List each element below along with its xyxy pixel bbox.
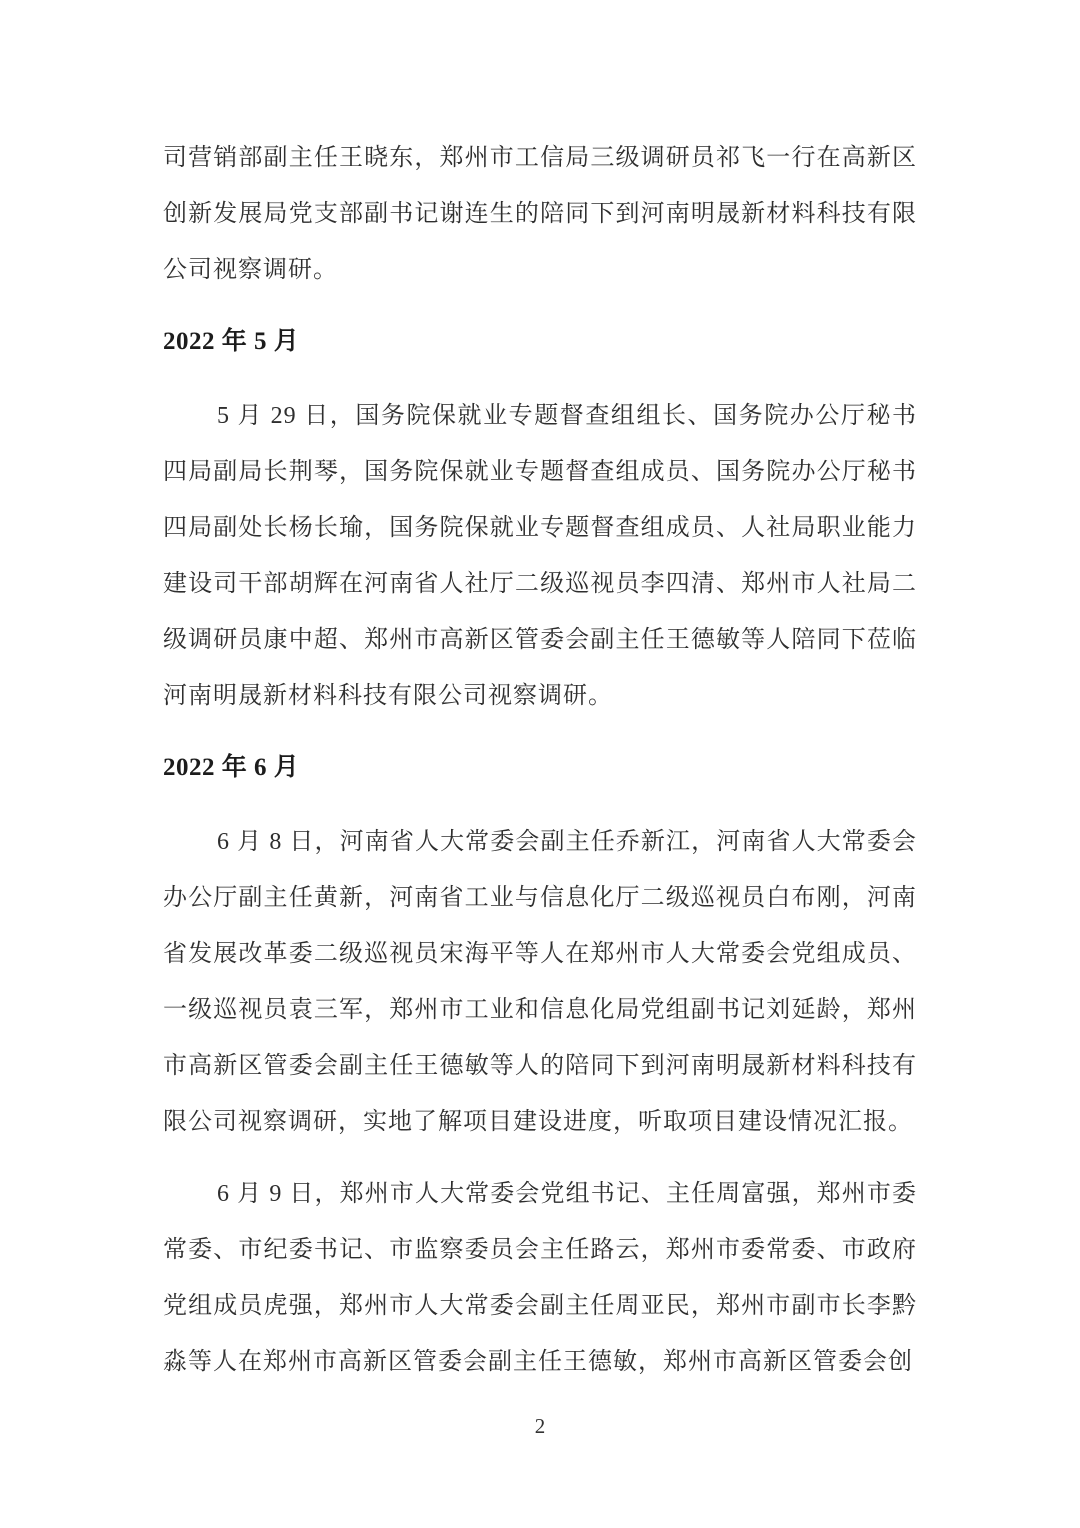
paragraph-june-9: 6 月 9 日，郑州市人大常委会党组书记、主任周富强，郑州市委常委、市纪委书记、市监察委员会主任路云，郑州市委常委、市政府党组成员虎强，郑州市人大常委会副主任周亚民，郑州市副市长李黔淼等人在郑州市高新区管委会副主任王德敏，郑州市高新区管委会创 (163, 1181, 917, 1375)
paragraph-continuation: 司营销部副主任王晓东，郑州市工信局三级调研员祁飞一行在高新区创新发展局党支部副书记谢连生的陪同下到河南明晟新材料科技有限公司视察调研。 (163, 145, 917, 283)
paragraph-may-29: 5 月 29 日，国务院保就业专题督查组组长、国务院办公厅秘书四局副局长荆琴，国务院保就业专题督查组成员、国务院办公厅秘书四局副处长杨长瑜，国务院保就业专题督查组成员、人社局职业能力建设司干部胡辉在河南省人社厅二级巡视员李四清、郑州市人社局二级调研员康中超、郑州市高新区管委会副主任王德敏等人陪同下莅临河南明晟新材料科技有限公司视察调研。 (163, 403, 917, 709)
page-footer (0, 1412, 1080, 1440)
document-content (163, 130, 917, 1406)
page-number: 2 (534, 1414, 546, 1438)
paragraph-june-8: 6 月 8 日，河南省人大常委会副主任乔新江，河南省人大常委会办公厅副主任黄新，河南省工业与信息化厅二级巡视员白布刚，河南省发展改革委二级巡视员宋海平等人在郑州市人大常委会党组成员、一级巡视员袁三军，郑州市工业和信息化局党组副书记刘延龄，郑州市高新区管委会副主任王德敏等人的陪同下到河南明晟新材料科技有限公司视察调研，实地了解项目建设进度，听取项目建设情况汇报。 (163, 829, 917, 1135)
section-heading-may-2022: 2022 年 5 月 (163, 328, 300, 355)
section-heading-june-2022: 2022 年 6 月 (163, 754, 300, 781)
